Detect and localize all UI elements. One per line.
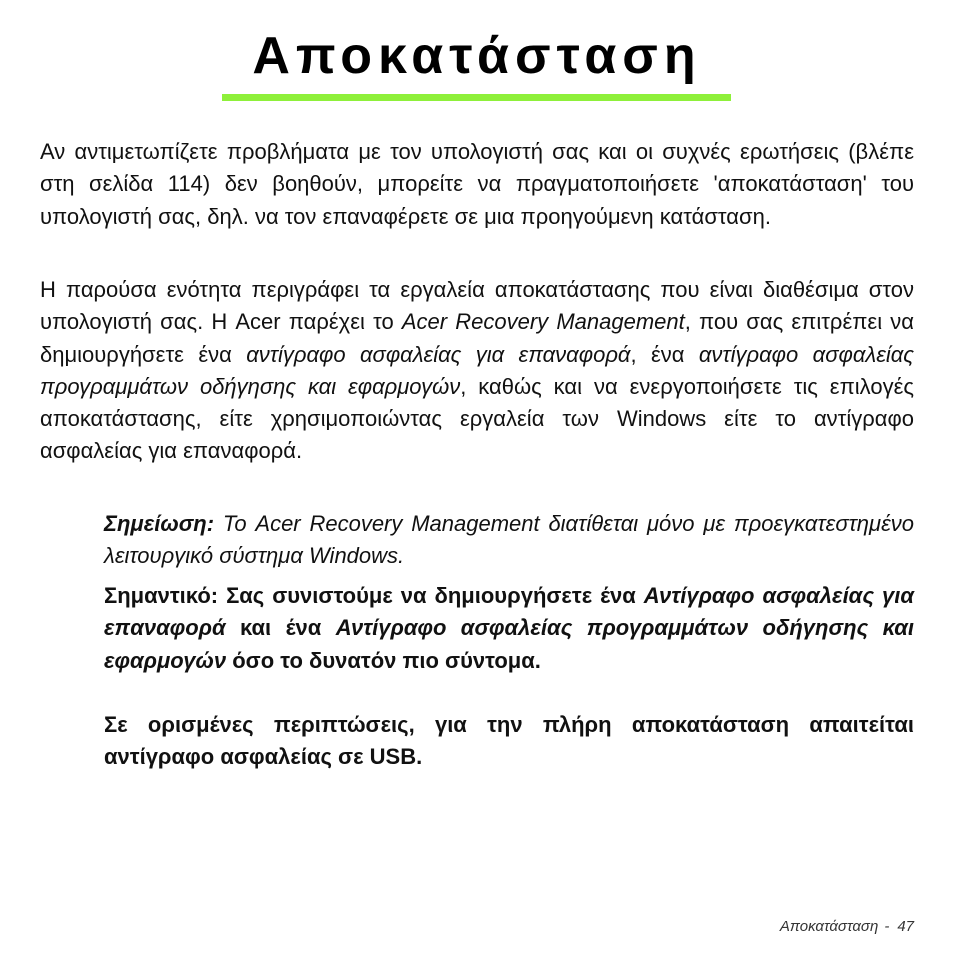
note-block	[104, 508, 914, 573]
page-footer	[780, 918, 914, 935]
footer-section: Αποκατάσταση	[779, 918, 879, 935]
text-segment: , που σας επιτρέπει να δημιουργήσετε ένα	[40, 309, 915, 367]
drivers-backup-term: αντίγραφο ασφαλείας προγραμμάτων οδήγησης και εφαρμογών	[40, 341, 914, 399]
drivers-backup-term: Αντίγραφο ασφαλείας προγραμμάτων οδήγησης και εφαρμογών	[104, 615, 914, 673]
title-underline	[222, 94, 731, 101]
page-title: Αποκατάσταση	[252, 27, 702, 85]
note-label: Σημείωση:	[104, 511, 215, 536]
text-segment: όσο το δυνατόν πιο σύντομα.	[226, 647, 541, 673]
tools-paragraph	[40, 274, 914, 468]
page-number: 47	[897, 918, 914, 935]
text-segment: και ένα	[225, 615, 336, 641]
intro-paragraph: Αν αντιμετωπίζετε προβλήματα με τον υπολογιστή σας και οι συχνές ερωτήσεις (βλέπε στη σελίδα 114) δεν βοηθούν, μπορείτε να πραγματοποιήσετε 'αποκατάσταση' του υπολογιστή σας, δηλ. να τον επαναφέρετε σε μια προηγούμενη κατάσταση.	[40, 139, 914, 229]
text-segment: , ένα	[630, 341, 699, 367]
text-segment: Σημαντικό: Σας συνιστούμε να δημιουργήσετε ένα	[104, 583, 644, 608]
usb-note: Σε ορισμένες περιπτώσεις, για την πλήρη αποκατάσταση απαιτείται αντίγραφο ασφαλείας σε USB.	[104, 712, 914, 770]
product-name: Acer Recovery Management	[401, 309, 685, 335]
recovery-backup-term: Αντίγραφο ασφαλείας για επαναφορά	[104, 583, 914, 641]
recovery-backup-term: αντίγραφο ασφαλείας για επαναφορά	[246, 341, 631, 367]
note-text: Το Acer Recovery Management διατίθεται μόνο με προεγκατεστημένο λειτουργικό σύστημα Windows.	[104, 511, 914, 569]
footer-separator: -	[884, 918, 890, 935]
text-segment: Η παρούσα ενότητα περιγράφει τα εργαλεία αποκατάστασης που είναι διαθέσιμα στον υπολογιστή σας. Η Acer παρέχει το	[40, 277, 914, 335]
important-block	[104, 580, 914, 677]
text-segment: , καθώς και να ενεργοποιήσετε τις επιλογές αποκατάστασης, είτε χρησιμοποιώντας εργαλεία των Windows είτε το αντίγραφο ασφαλείας για επαναφορά.	[40, 373, 914, 464]
